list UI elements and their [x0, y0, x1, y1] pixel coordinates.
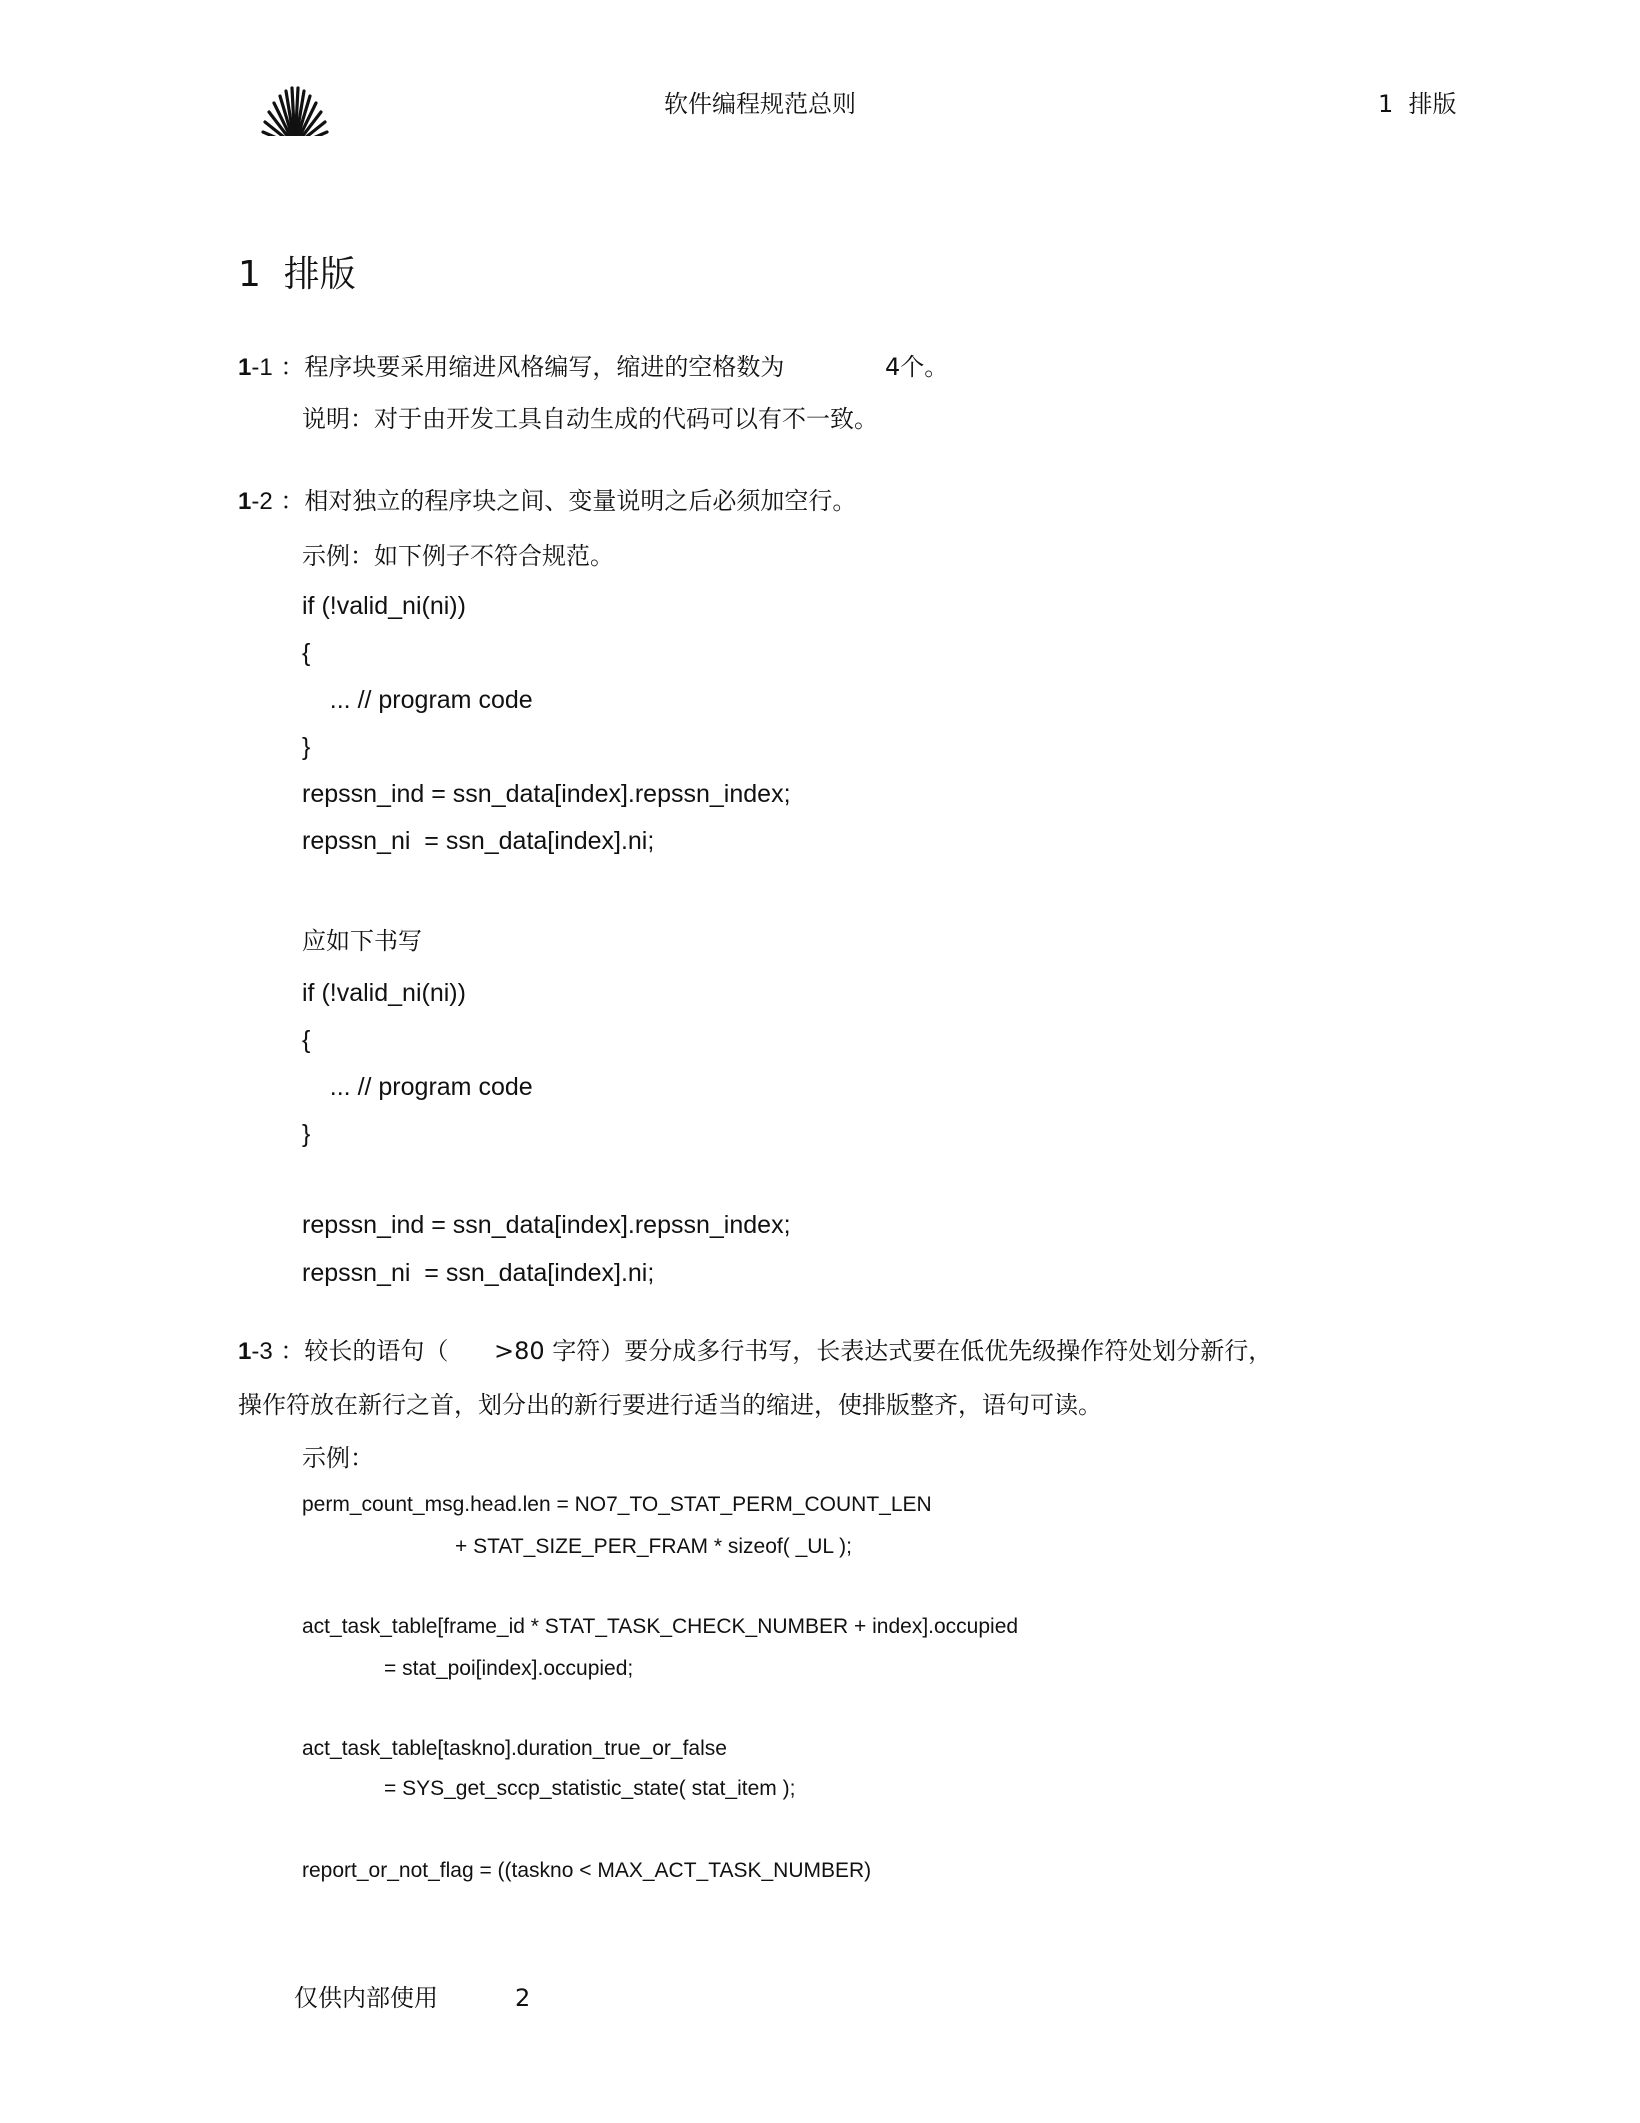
rule-text: ：较长的语句（	[280, 1337, 449, 1365]
header-title: 软件编程规范总则	[664, 90, 856, 118]
rule-id-suffix: -3	[251, 1338, 273, 1365]
rule-1-2-example-label: 示例：如下例子不符合规范。	[302, 542, 614, 570]
code-line: report_or_not_flag = ((taskno < MAX_ACT_TASK_NUMBER)	[302, 1859, 872, 1882]
rule-text: ：程序块要采用缩进风格编写，缩进的空格数为	[280, 353, 785, 381]
rule-1-3-example-label: 示例：	[302, 1444, 374, 1472]
company-logo-icon	[256, 84, 334, 150]
code-line: }	[302, 733, 311, 761]
code-line: = stat_poi[index].occupied;	[384, 1657, 634, 1680]
code-line: repssn_ind = ssn_data[index].repssn_index;	[302, 1211, 791, 1239]
rule-id-suffix: -1	[251, 354, 273, 381]
code-line: perm_count_msg.head.len = NO7_TO_STAT_PERM_COUNT_LEN	[302, 1493, 932, 1516]
code-line: ... // program code	[302, 686, 533, 714]
chapter-heading	[238, 254, 356, 295]
rule-id-prefix: 1	[238, 354, 252, 381]
code-line: repssn_ind = ssn_data[index].repssn_index;	[302, 780, 791, 808]
code-line: {	[302, 1026, 311, 1054]
code-line: + STAT_SIZE_PER_FRAM * sizeof( _UL );	[455, 1535, 852, 1558]
rule-1-2	[238, 489, 856, 514]
rule-id-suffix: -2	[251, 488, 273, 515]
rule-1-2-good-label: 应如下书写	[302, 927, 422, 955]
code-line: }	[302, 1120, 311, 1148]
rule-1-1-count: 4个。	[885, 353, 949, 381]
code-line: act_task_table[frame_id * STAT_TASK_CHECK_NUMBER + index].occupied	[302, 1615, 1019, 1638]
header-section: 1 排版	[1378, 90, 1457, 118]
code-line: = SYS_get_sccp_statistic_state( stat_item );	[384, 1777, 796, 1800]
code-line: repssn_ni = ssn_data[index].ni;	[302, 1259, 655, 1287]
rule-1-1-note: 说明：对于由开发工具自动生成的代码可以有不一致。	[302, 405, 878, 433]
page-number: 2	[515, 1984, 531, 2012]
rule-id-prefix: 1	[238, 488, 252, 515]
code-line: act_task_table[taskno].duration_true_or_false	[302, 1737, 727, 1760]
footer-note: 仅供内部使用	[294, 1984, 438, 2012]
chapter-number: 1	[238, 254, 261, 295]
chapter-title: 排版	[283, 254, 356, 295]
code-line: {	[302, 639, 311, 667]
code-line: ... // program code	[302, 1073, 533, 1101]
rule-text: ：相对独立的程序块之间、变量说明之后必须加空行。	[280, 487, 857, 515]
rule-id-prefix: 1	[238, 1338, 252, 1365]
rule-1-3	[238, 1339, 448, 1364]
code-line: if (!valid_ni(ni))	[302, 592, 466, 620]
code-line: if (!valid_ni(ni))	[302, 979, 466, 1007]
rule-1-3-text-line2: 操作符放在新行之首，划分出的新行要进行适当的缩进，使排版整齐，语句可读。	[238, 1391, 1102, 1419]
rule-1-3-text-cont: >80 字符）要分成多行书写，长表达式要在低优先级操作符处划分新行，	[494, 1337, 1273, 1365]
code-line: repssn_ni = ssn_data[index].ni;	[302, 827, 655, 855]
rule-1-1	[238, 355, 784, 380]
